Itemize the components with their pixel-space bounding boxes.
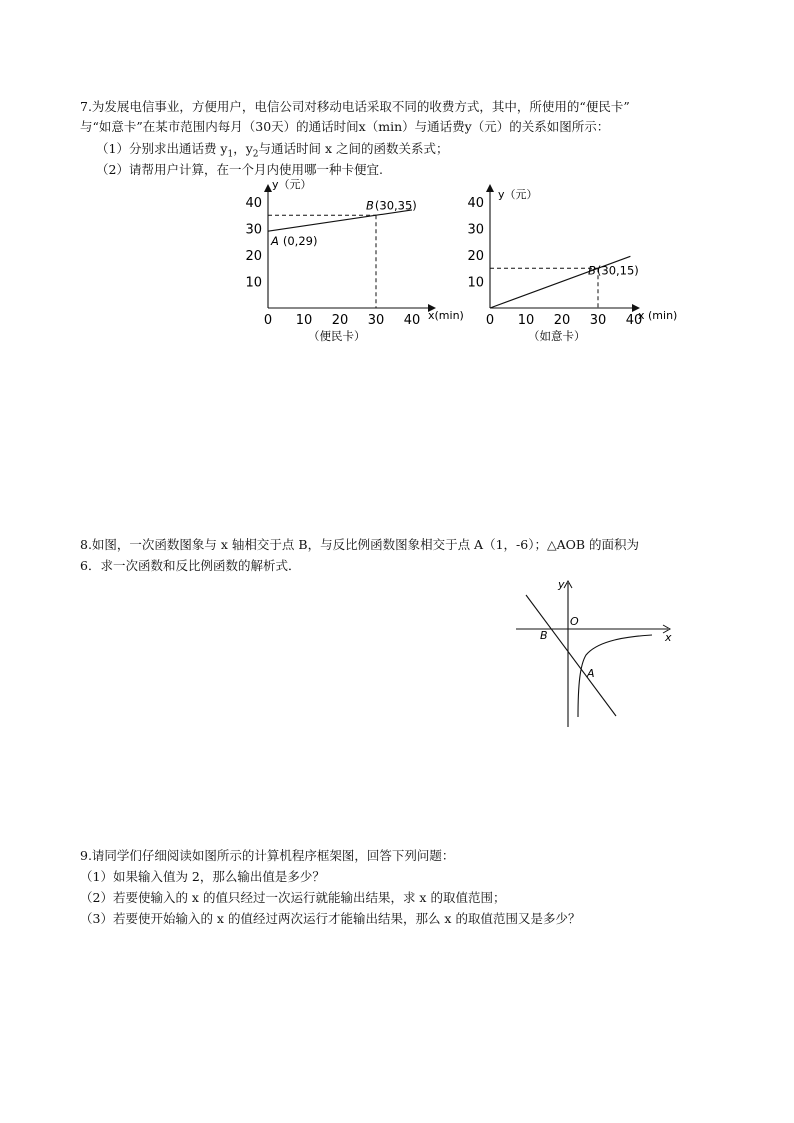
y-tick-label: 10 [245, 275, 262, 291]
x-tick-label: 20 [553, 313, 571, 328]
q9-line-1: 9.请同学们仔细阅读如图所示的计算机程序框架图，回答下列问题： [80, 848, 455, 863]
y-axis-label: y（元） [272, 178, 312, 191]
q8-line-2: 6．求一次函数和反比例函数的解析式． [80, 558, 301, 573]
y-tick-label: 20 [245, 249, 262, 264]
linear-function-line [526, 595, 616, 716]
chart-bianminka [240, 178, 470, 348]
x-tick-label: 30 [589, 313, 607, 328]
x-tick-label: 0 [485, 313, 495, 328]
series-line-bianminka [268, 210, 412, 231]
y-tick-label: 30 [245, 222, 262, 238]
x-tick-label: 30 [367, 313, 385, 328]
y-tick-label: 40 [245, 196, 262, 211]
x-tick-label: 0 [263, 313, 273, 328]
x-tick-label: 40 [625, 313, 643, 328]
y-axis-arrow [486, 184, 494, 192]
q7-line-2: 与“如意卡”在某市范围内每月（30天）的通话时间x（min）与通话费y（元）的关系如图所示： [80, 119, 610, 134]
y-tick-label: 20 [467, 249, 484, 264]
point-label-b: B(30,15) [588, 263, 639, 278]
y-axis-arrow [264, 184, 272, 192]
chart-caption-bianminka: （便民卡） [308, 329, 366, 343]
x-tick-label: 10 [295, 313, 313, 328]
y-axis-label: y（元） [498, 188, 538, 201]
origin-label: O [570, 615, 579, 628]
chart-caption-ruyika: （如意卡） [528, 329, 586, 343]
x-axis-label: x(min) [428, 309, 464, 322]
y-axis-label: y [558, 578, 565, 591]
q7-sub-1-pre: （1）分别求出通话费 y [96, 141, 228, 156]
q8-line-1: 8.如图，一次函数图象与 x 轴相交于点 B，与反比例函数图象相交于点 A（1，-6）；△AOB 的面积为 [80, 537, 640, 552]
point-b-label: B [540, 629, 548, 642]
x-axis-label: x (min) [638, 309, 678, 322]
q8-figure [510, 575, 680, 730]
q7-sub-1-post: 与通话时间 x 之间的函数关系式； [258, 141, 449, 156]
y-tick-label: 40 [467, 196, 484, 211]
q7-sub-2: （2）请帮用户计算，在一个月内使用哪一种卡便宜. [96, 162, 383, 177]
chart-ruyika [462, 178, 692, 348]
y-tick-label: 10 [467, 275, 484, 291]
q7-sub-1-s1: 1 [227, 149, 234, 160]
q9-sub-1: （1）如果输入值为 2，那么输出值是多少？ [80, 869, 325, 884]
q9-sub-3: （3）若要使开始输入的 x 的值经过两次运行才能输出结果，那么 x 的取值范围又是多少？ [80, 911, 581, 926]
q7-sub-1-s2: 2 [252, 149, 259, 160]
x-tick-label: 20 [331, 313, 349, 328]
q7-sub-1-mid: ，y [233, 141, 253, 156]
point-label-b: B(30,35) [366, 198, 417, 213]
x-tick-label: 40 [403, 313, 421, 328]
q9-sub-2: （2）若要使输入的 x 的值只经过一次运行就能输出结果，求 x 的取值范围； [80, 890, 506, 905]
x-axis-label: x [665, 631, 672, 644]
point-a-label: A [587, 667, 595, 680]
point-label-a: A (0,29) [271, 234, 318, 249]
q7-line-1: 7.为发展电信事业，方便用户，电信公司对移动电话采取不同的收费方式，其中，所使用的“便民卡” [80, 99, 630, 114]
y-tick-label: 30 [467, 222, 484, 238]
x-tick-label: 10 [517, 313, 535, 328]
q7-sub-1 [96, 140, 449, 164]
